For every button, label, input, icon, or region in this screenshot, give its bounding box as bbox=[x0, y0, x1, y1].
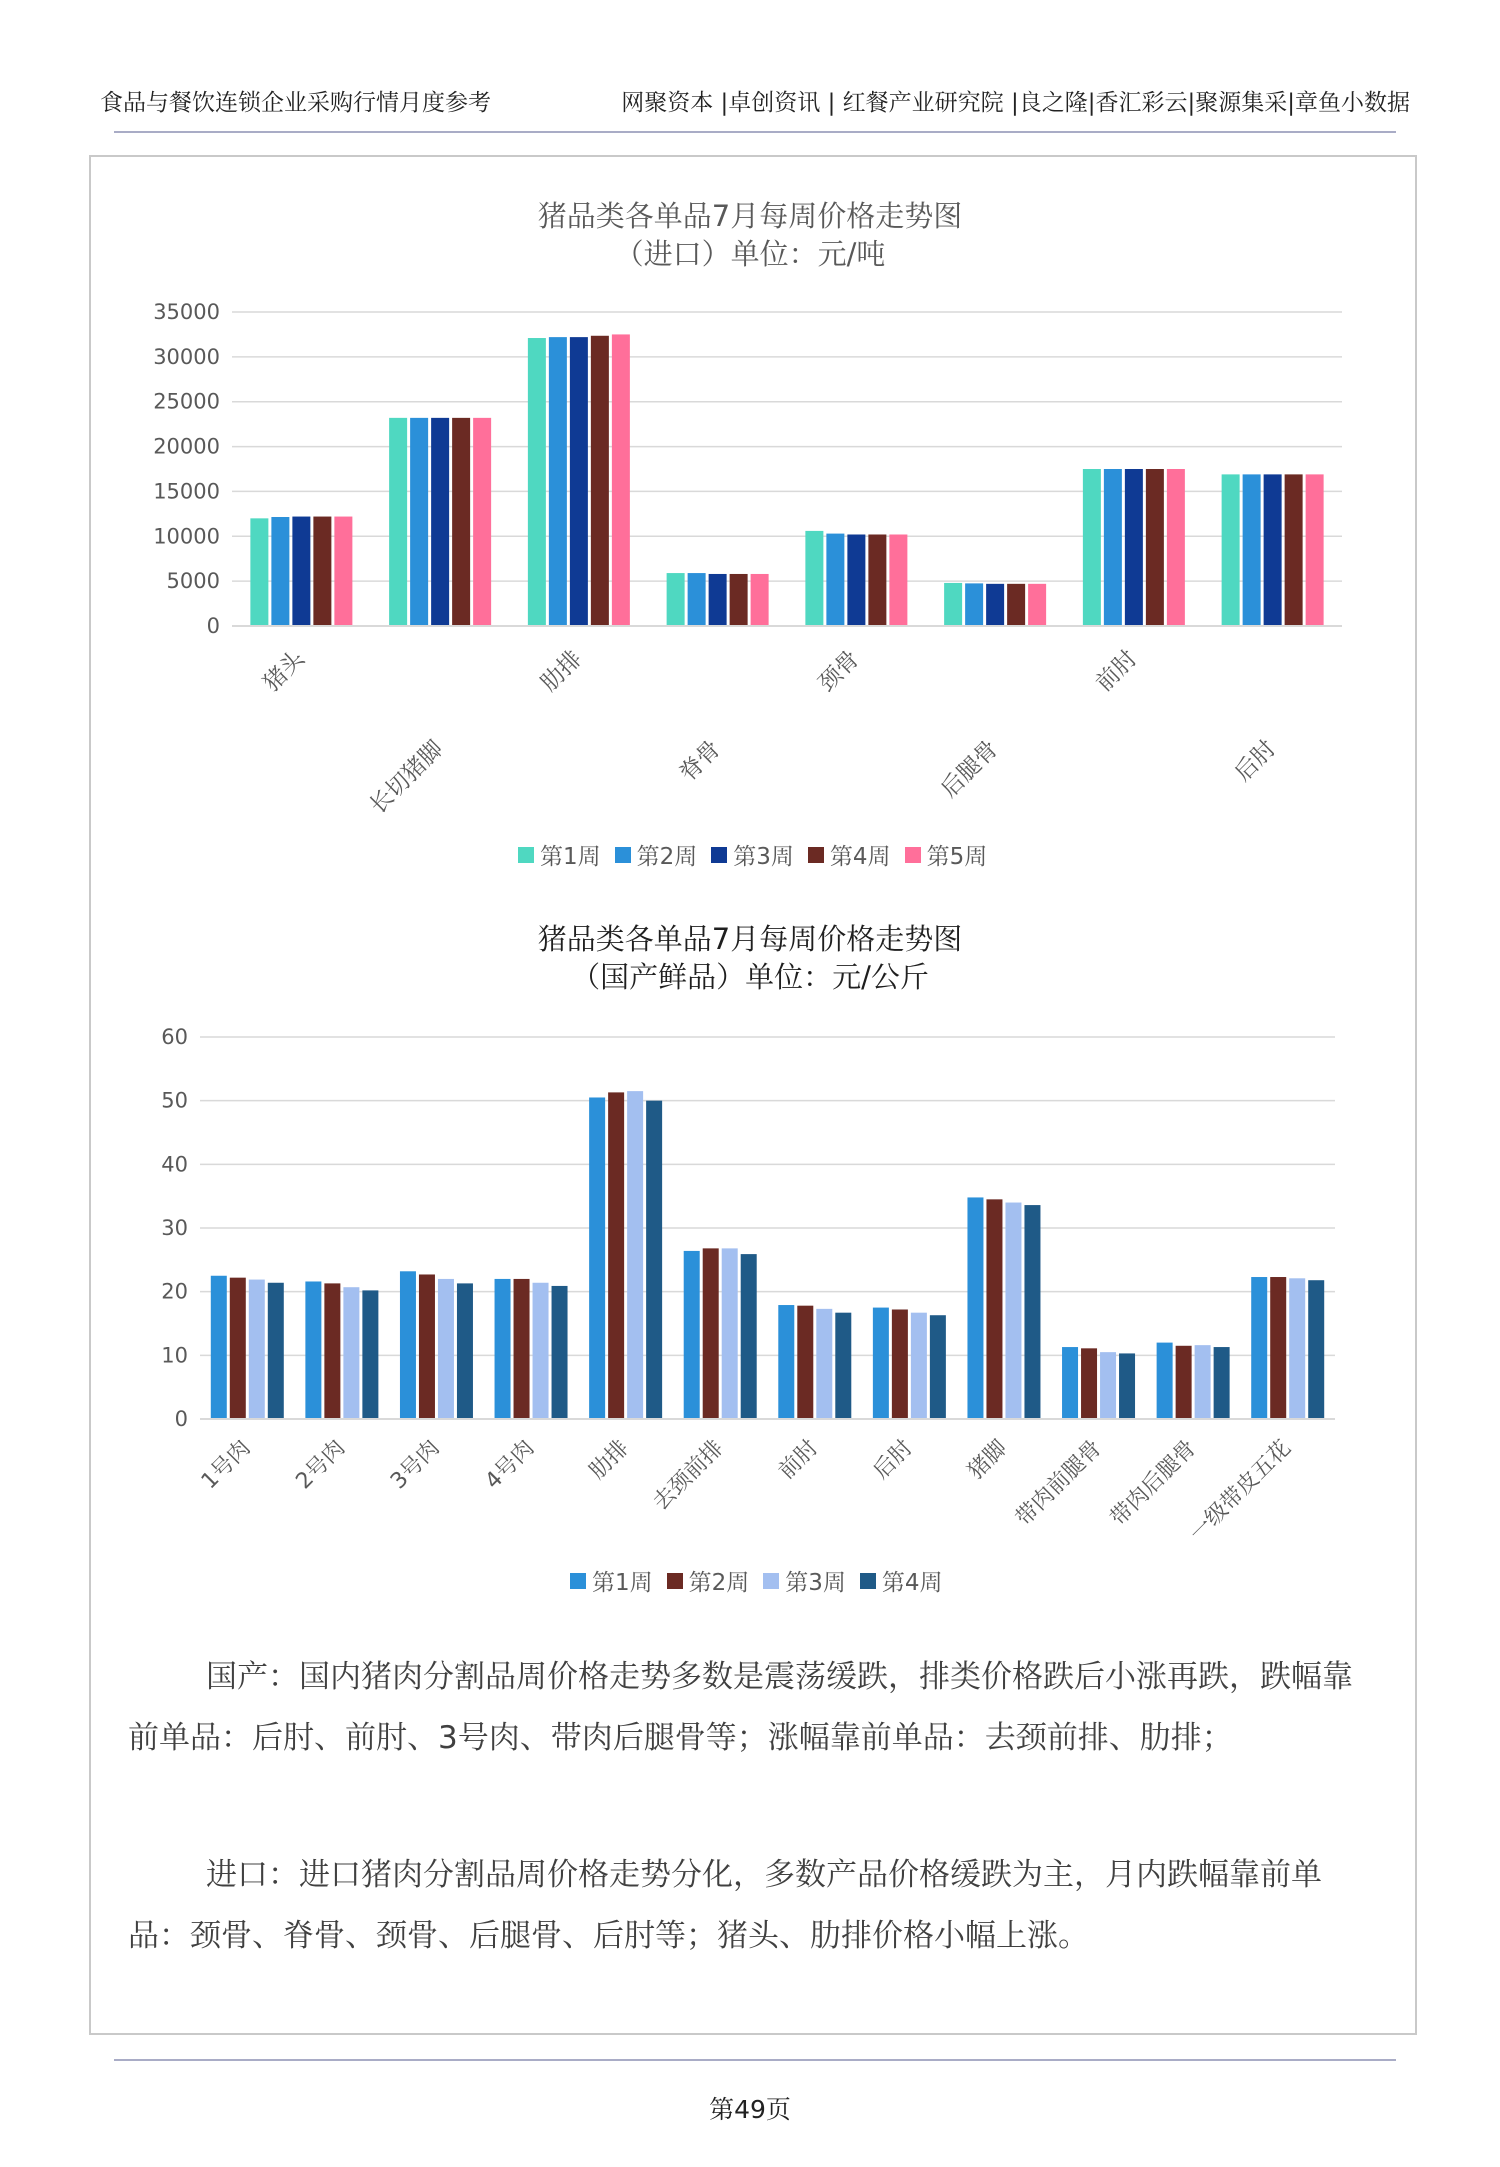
chart1-bar bbox=[591, 336, 609, 626]
chart2-category-label: 带肉前腿骨 bbox=[1011, 1435, 1107, 1532]
chart1-legend-label: 第5周 bbox=[926, 844, 988, 870]
chart2-category-label: 3号肉 bbox=[386, 1435, 445, 1495]
chart1-bar bbox=[612, 334, 630, 626]
chart1-bar bbox=[1028, 584, 1046, 626]
chart1-legend-swatch bbox=[905, 847, 921, 863]
chart1-category-label: 颈骨 bbox=[813, 645, 865, 697]
chart2-legend-label: 第2周 bbox=[688, 1570, 750, 1596]
chart2-bar bbox=[230, 1278, 246, 1419]
chart2-legend-label: 第4周 bbox=[881, 1570, 943, 1596]
chart1-bar bbox=[271, 517, 289, 626]
chart1-legend-item bbox=[808, 838, 891, 871]
chart2-legend-label: 第1周 bbox=[592, 1570, 653, 1596]
chart2-bar bbox=[797, 1306, 813, 1419]
chart2-category-label: 猪脚 bbox=[963, 1435, 1013, 1485]
import-summary-paragraph: 进口：进口猪肉分割品周价格走势分化，多数产品价格缓跌为主，月内跌幅靠前单品：颈骨、脊骨、颈骨、后腿骨、后肘等；猪头、肋排价格小幅上涨。 bbox=[128, 1857, 1322, 1954]
chart1-bar bbox=[549, 337, 567, 626]
chart2-bar bbox=[1024, 1205, 1040, 1419]
chart1-bar bbox=[847, 534, 865, 626]
chart1-bar bbox=[410, 418, 428, 626]
chart2-bar bbox=[930, 1315, 946, 1419]
chart1-bar bbox=[944, 583, 962, 626]
chart2-bar bbox=[741, 1254, 757, 1419]
chart2-bar bbox=[1081, 1348, 1097, 1419]
chart2-bar bbox=[911, 1313, 927, 1419]
chart1-bar bbox=[1222, 474, 1240, 626]
chart2-bar bbox=[722, 1248, 738, 1419]
chart2-bar bbox=[1062, 1347, 1078, 1419]
chart2-bar bbox=[1289, 1278, 1305, 1419]
chart1-bar bbox=[1083, 469, 1101, 626]
chart2-bar bbox=[1308, 1280, 1324, 1419]
chart1-bar bbox=[570, 337, 588, 626]
chart2-bar bbox=[646, 1101, 662, 1419]
chart1-bar bbox=[709, 574, 727, 626]
chart2-domestic-bar-chart bbox=[0, 1010, 1500, 1570]
chart2-bar bbox=[589, 1097, 605, 1419]
chart2-bar bbox=[362, 1290, 378, 1419]
header-right-sources: 网聚资本 |卓创资讯 | 红餐产业研究院 |良之隆|香汇彩云|聚源集采|章鱼小数据 bbox=[621, 89, 1410, 116]
chart1-legend-item bbox=[518, 838, 601, 871]
chart2-bar bbox=[1251, 1277, 1267, 1419]
chart2-y-tick-label: 30 bbox=[161, 1216, 188, 1240]
chart1-y-tick-label: 10000 bbox=[153, 524, 220, 549]
chart1-bar bbox=[1285, 474, 1303, 626]
chart1-bar bbox=[889, 534, 907, 626]
chart1-bar bbox=[431, 418, 449, 626]
chart2-bar bbox=[211, 1276, 227, 1419]
chart1-y-tick-label: 35000 bbox=[153, 300, 220, 324]
chart1-bar bbox=[1243, 474, 1261, 626]
chart2-category-label: 带肉后腿骨 bbox=[1105, 1435, 1202, 1532]
chart2-legend-label: 第3周 bbox=[785, 1570, 846, 1596]
chart2-legend-swatch bbox=[763, 1573, 779, 1589]
chart2-bar bbox=[1176, 1346, 1192, 1419]
chart2-bar bbox=[986, 1199, 1002, 1419]
chart1-bar bbox=[1125, 469, 1143, 626]
chart2-bar bbox=[816, 1309, 832, 1419]
chart1-y-tick-label: 30000 bbox=[153, 344, 220, 369]
chart1-title bbox=[300, 197, 1200, 273]
chart1-bar bbox=[965, 583, 983, 626]
chart2-y-tick-label: 20 bbox=[161, 1279, 188, 1304]
header-divider bbox=[114, 131, 1396, 133]
chart1-bar bbox=[1146, 469, 1164, 626]
chart1-bar bbox=[313, 517, 331, 626]
chart2-category-label: 后肘 bbox=[868, 1435, 918, 1485]
chart2-y-tick-label: 0 bbox=[174, 1407, 188, 1431]
chart2-category-label: 4号肉 bbox=[480, 1435, 540, 1495]
chart2-category-label: 去颈前排 bbox=[648, 1435, 729, 1516]
chart2-bar bbox=[268, 1283, 284, 1419]
chart2-bar bbox=[419, 1274, 435, 1419]
chart2-bar bbox=[305, 1281, 321, 1419]
chart2-category-label: 一级带皮五花 bbox=[1184, 1435, 1296, 1547]
chart2-bar bbox=[495, 1279, 511, 1419]
chart1-category-label: 前肘 bbox=[1091, 645, 1143, 697]
page-number: 第49页 bbox=[709, 2095, 791, 2124]
chart1-bar bbox=[751, 574, 769, 626]
chart2-bar bbox=[249, 1280, 265, 1419]
domestic-summary-paragraph: 国产：国内猪肉分割品周价格走势多数是震荡缓跌，排类价格跌后小涨再跌，跌幅靠前单品：后肘、前肘、3号肉、带肉后腿骨等；涨幅靠前单品：去颈前排、肋排； bbox=[128, 1659, 1353, 1756]
chart1-y-tick-label: 25000 bbox=[153, 389, 220, 414]
chart1-bar bbox=[1306, 474, 1324, 626]
chart2-bar bbox=[892, 1309, 908, 1419]
chart1-bar bbox=[334, 517, 352, 626]
chart2-bar bbox=[1270, 1277, 1286, 1419]
chart2-bar bbox=[967, 1197, 983, 1419]
chart1-bar bbox=[986, 584, 1004, 626]
chart1-legend bbox=[518, 838, 987, 871]
chart1-bar bbox=[868, 534, 886, 626]
chart2-bar bbox=[684, 1251, 700, 1419]
chart1-bar bbox=[1007, 584, 1025, 626]
chart2-legend-item bbox=[667, 1564, 750, 1597]
chart1-y-tick-label: 15000 bbox=[153, 479, 220, 504]
chart1-legend-swatch bbox=[615, 847, 631, 863]
chart1-legend-label: 第1周 bbox=[540, 844, 601, 870]
chart2-legend-swatch bbox=[860, 1573, 876, 1589]
chart2-bar bbox=[1214, 1347, 1230, 1419]
chart1-title-line1: 猪品类各单品7月每周价格走势图 bbox=[537, 199, 963, 233]
chart1-category-label: 肋排 bbox=[536, 645, 588, 697]
chart2-bar bbox=[1157, 1343, 1173, 1419]
chart1-legend-swatch bbox=[808, 847, 824, 863]
chart1-bar bbox=[667, 573, 685, 626]
chart2-bar bbox=[1100, 1352, 1116, 1419]
chart2-bar bbox=[1119, 1353, 1135, 1419]
chart1-bar bbox=[688, 573, 706, 626]
chart2-legend-item bbox=[570, 1564, 653, 1597]
chart2-bar bbox=[457, 1283, 473, 1419]
chart1-legend-item bbox=[615, 838, 698, 871]
footer-divider bbox=[114, 2059, 1396, 2061]
chart2-y-tick-label: 50 bbox=[161, 1088, 188, 1113]
chart2-bar bbox=[778, 1305, 794, 1419]
chart2-bar bbox=[324, 1283, 340, 1419]
chart2-legend-item bbox=[763, 1564, 846, 1597]
chart1-legend-label: 第2周 bbox=[636, 844, 698, 870]
chart1-bar bbox=[1264, 474, 1282, 626]
chart1-bar bbox=[730, 574, 748, 626]
chart2-title bbox=[300, 920, 1200, 996]
chart1-bar bbox=[528, 338, 546, 626]
chart1-legend-label: 第4周 bbox=[829, 844, 891, 870]
chart1-bar bbox=[1104, 469, 1122, 626]
chart1-bar bbox=[473, 418, 491, 626]
chart2-legend-swatch bbox=[570, 1573, 586, 1589]
chart1-y-tick-label: 20000 bbox=[153, 434, 220, 459]
chart2-bar bbox=[514, 1279, 530, 1419]
chart2-y-tick-label: 10 bbox=[161, 1343, 188, 1368]
chart1-bar bbox=[805, 531, 823, 626]
chart1-category-label: 后腿骨 bbox=[936, 735, 1004, 804]
chart2-bar bbox=[703, 1248, 719, 1419]
chart1-title-line2: （进口）单位：元/吨 bbox=[614, 237, 886, 271]
chart1-bar bbox=[826, 534, 844, 626]
chart1-legend-swatch bbox=[711, 847, 727, 863]
chart2-y-tick-label: 40 bbox=[161, 1152, 188, 1177]
chart2-legend-swatch bbox=[667, 1573, 683, 1589]
chart2-title-line2: （国产鲜品）单位：元/公斤 bbox=[571, 960, 929, 994]
chart1-y-tick-label: 5000 bbox=[166, 569, 220, 594]
chart2-legend-item bbox=[860, 1564, 943, 1597]
chart1-bar bbox=[389, 418, 407, 626]
chart2-bar bbox=[1005, 1203, 1021, 1419]
chart1-legend-item bbox=[711, 838, 794, 871]
chart2-bar bbox=[608, 1092, 624, 1419]
chart1-import-bar-chart bbox=[0, 280, 1500, 820]
chart1-category-label: 猪头 bbox=[258, 645, 310, 697]
chart1-legend-label: 第3周 bbox=[733, 844, 794, 870]
chart1-bar bbox=[292, 517, 310, 626]
chart2-y-tick-label: 60 bbox=[161, 1025, 188, 1049]
chart2-title-line1: 猪品类各单品7月每周价格走势图 bbox=[537, 922, 963, 956]
chart2-bar bbox=[1195, 1345, 1211, 1419]
chart2-bar bbox=[343, 1287, 359, 1419]
chart1-bar bbox=[452, 418, 470, 626]
chart2-category-label: 前肘 bbox=[774, 1435, 824, 1485]
chart1-legend-item bbox=[905, 838, 988, 871]
chart2-bar bbox=[438, 1279, 454, 1419]
chart2-bar bbox=[552, 1286, 568, 1419]
chart2-legend bbox=[570, 1564, 943, 1597]
chart2-bar bbox=[835, 1313, 851, 1419]
chart2-bar bbox=[400, 1271, 416, 1419]
chart1-category-label: 后肘 bbox=[1229, 735, 1281, 787]
chart1-category-label: 脊骨 bbox=[674, 735, 726, 787]
chart2-bar bbox=[627, 1091, 643, 1419]
chart1-category-label: 长切猪脚 bbox=[364, 735, 449, 820]
chart2-bar bbox=[533, 1283, 549, 1419]
chart2-bar bbox=[873, 1308, 889, 1419]
chart1-bar bbox=[1167, 469, 1185, 626]
chart1-bar bbox=[250, 518, 268, 626]
chart2-category-label: 2号肉 bbox=[291, 1435, 351, 1495]
page-header bbox=[100, 82, 1410, 118]
chart2-category-label: 肋排 bbox=[585, 1435, 634, 1485]
chart1-y-tick-label: 0 bbox=[206, 614, 220, 638]
header-left-title: 食品与餐饮连锁企业采购行情月度参考 bbox=[100, 89, 491, 116]
chart1-legend-swatch bbox=[518, 847, 534, 863]
chart2-category-label: 1号肉 bbox=[196, 1435, 256, 1495]
